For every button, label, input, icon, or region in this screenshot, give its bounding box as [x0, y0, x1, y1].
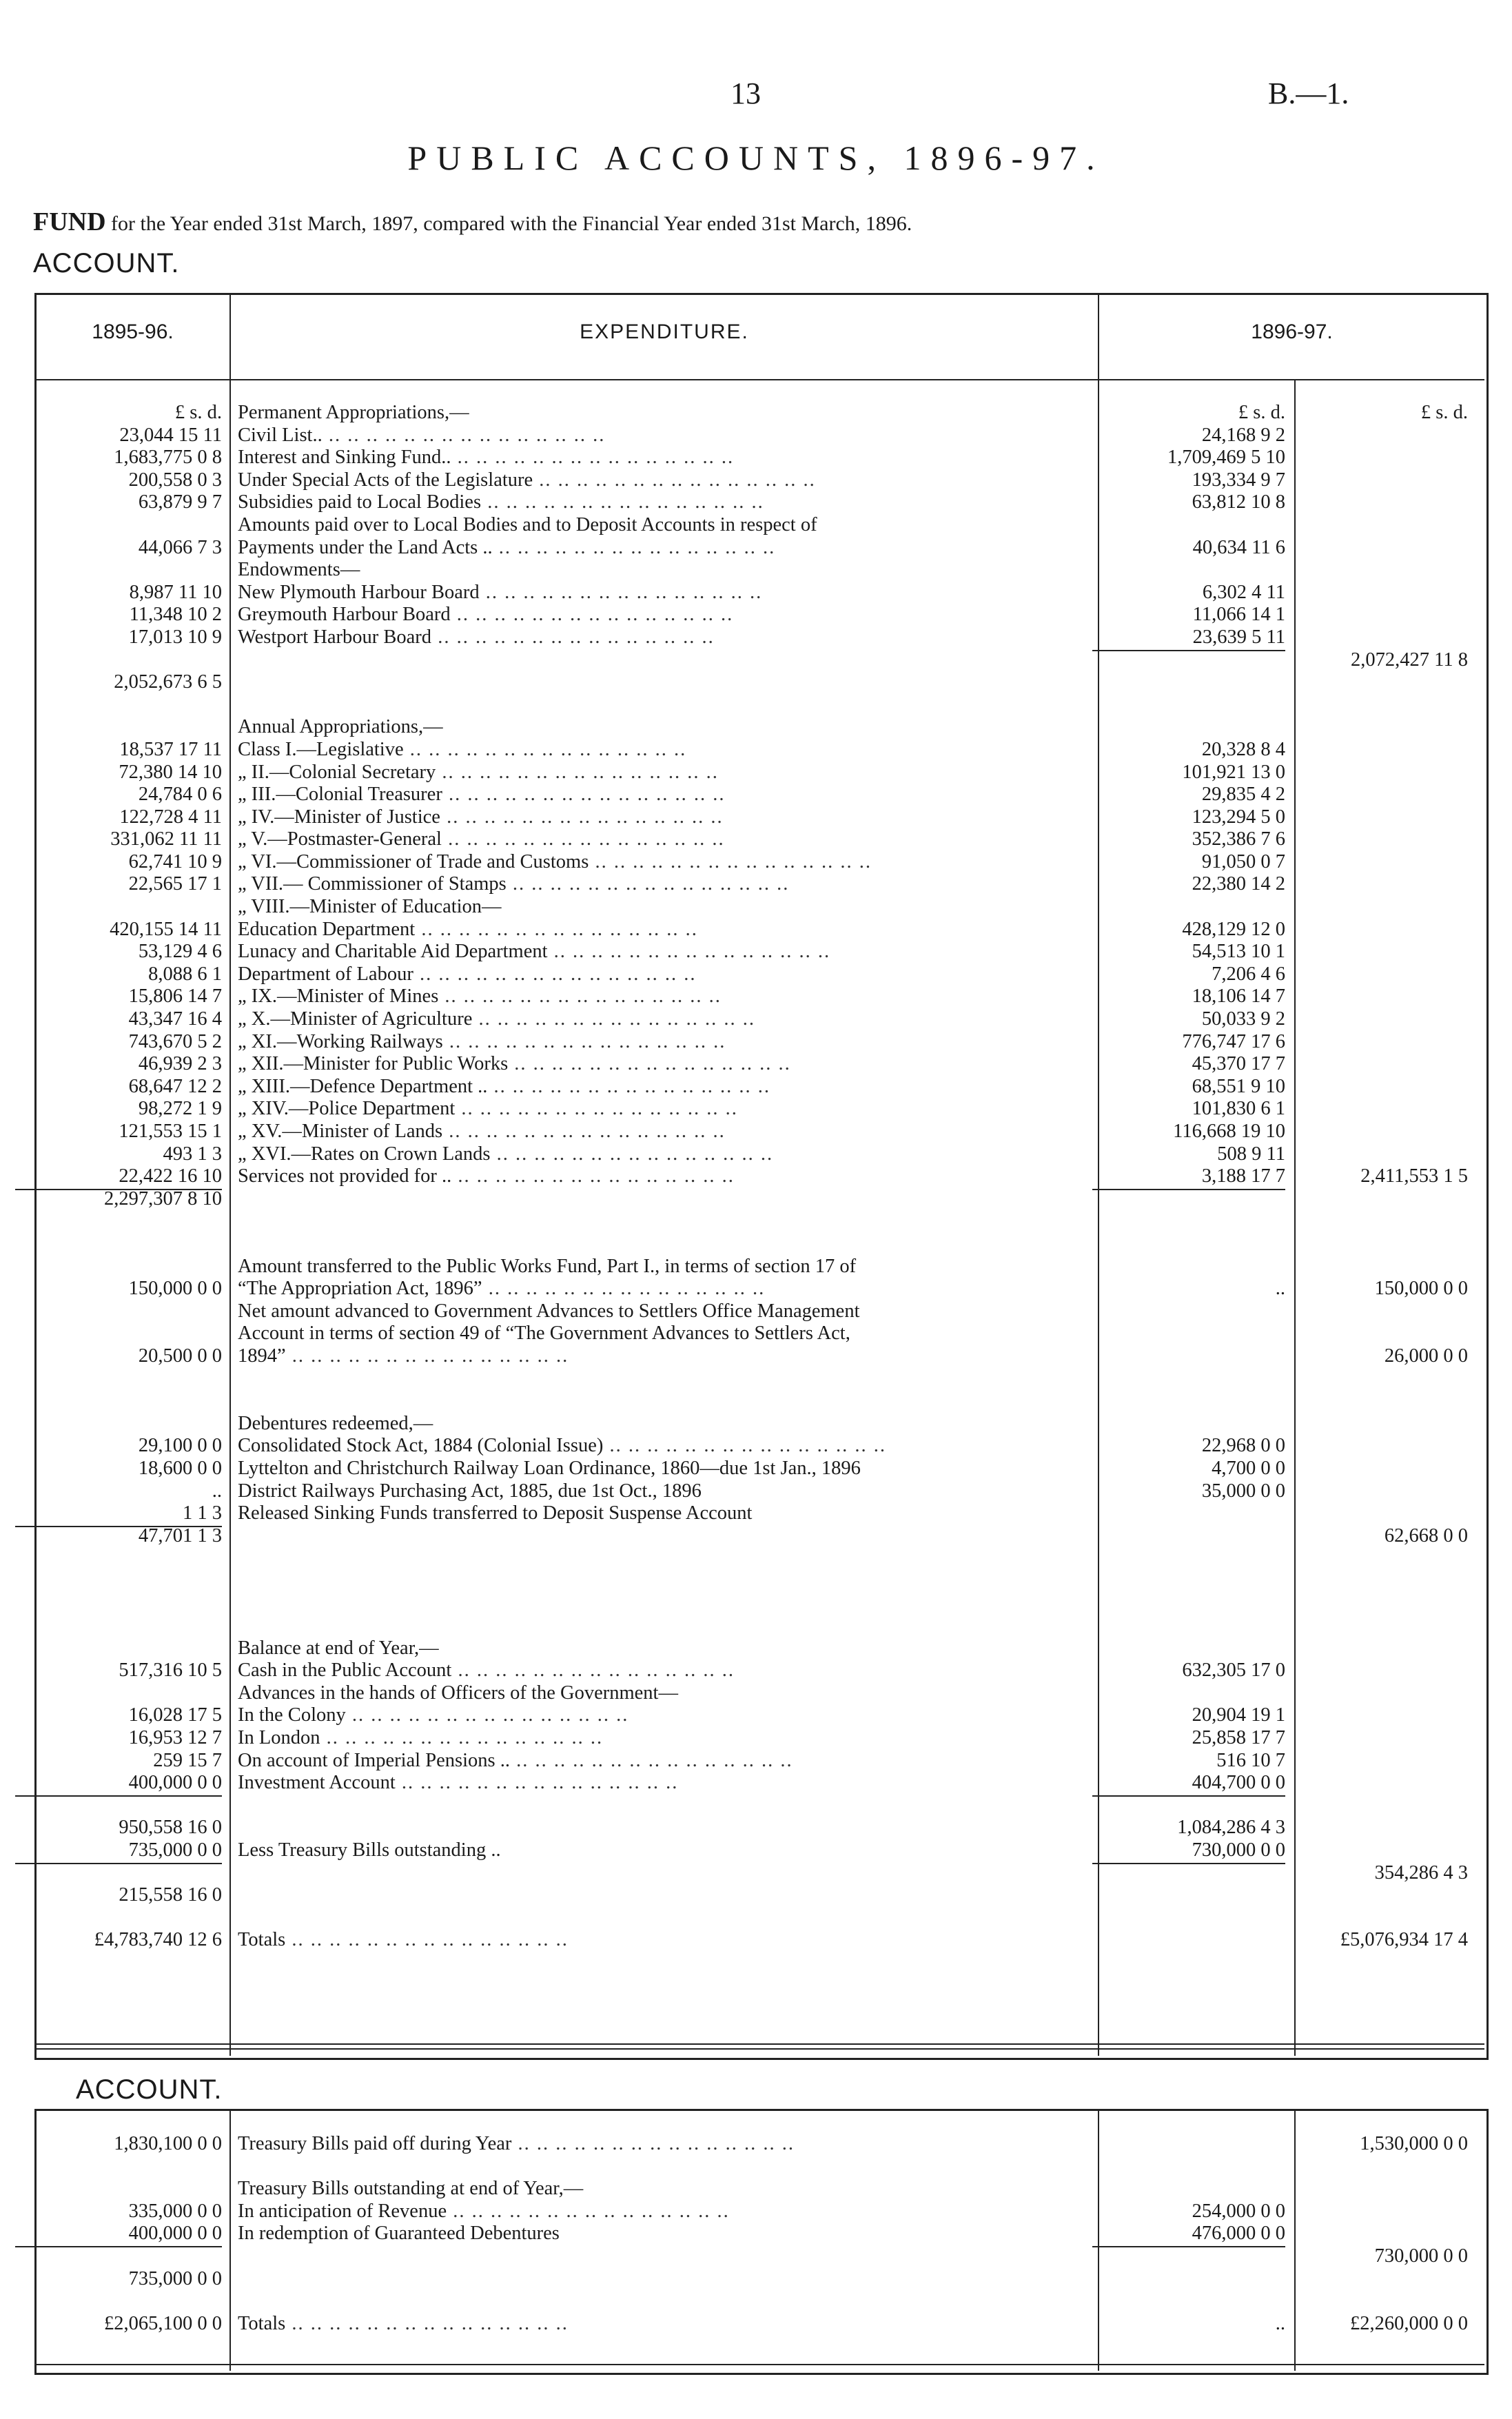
total-amount-1896-97: 2,411,553 1 5 — [1360, 1165, 1468, 1187]
row-description: Account in terms of section 49 of “The Government Advances to Settlers Act, — [238, 1323, 850, 1345]
total-amount-1896-97: 1,530,000 0 0 — [1360, 2133, 1468, 2154]
itemised-amount-1896-97: 508 9 11 — [1217, 1143, 1285, 1165]
table-row — [0, 1750, 1512, 1773]
itemised-amount-1896-97: 101,830 6 1 — [1192, 1098, 1285, 1120]
itemised-amount-1896-97: 7,206 4 6 — [1212, 963, 1285, 985]
itemised-amount-1896-97: 18,106 14 7 — [1192, 986, 1285, 1008]
amount-1895-96: 122,728 4 11 — [119, 806, 222, 828]
row-description: “The Appropriation Act, 1896” .. .. .. .. .. .. .. .. .. .. .. .. .. .. .. — [238, 1278, 766, 1300]
amount-1895-96: 20,500 0 0 — [138, 1345, 222, 1367]
table-row — [0, 1480, 1512, 1503]
total-amount-1896-97: 354,286 4 3 — [1374, 1861, 1468, 1884]
table-row — [0, 1413, 1512, 1436]
amount-1895-96: 950,558 16 0 — [119, 1817, 222, 1839]
amount-1895-96: 335,000 0 0 — [128, 2200, 222, 2222]
table-row — [0, 1817, 1512, 1839]
row-description: Westport Harbour Board .. .. .. .. .. .. .. .. .. .. .. .. .. .. .. — [238, 626, 715, 648]
row-description: „ XIV.—Police Department .. .. .. .. .. .. .. .. .. .. .. .. .. .. .. — [238, 1098, 738, 1120]
itemised-amount-1896-97: 428,129 12 0 — [1182, 918, 1285, 940]
table-row — [0, 1660, 1512, 1682]
amount-1895-96: 200,558 0 3 — [128, 469, 222, 491]
amount-1895-96: 400,000 0 0 — [15, 1772, 222, 1797]
table-row — [0, 1165, 1512, 1188]
amount-1895-96: 16,028 17 5 — [128, 1704, 222, 1726]
row-description: Payments under the Land Acts .. .. .. .. .. .. .. .. .. .. .. .. .. .. .. .. — [238, 536, 776, 558]
page-title: PUBLIC ACCOUNTS, 1896-97. — [407, 139, 1105, 177]
table-row — [0, 1525, 1512, 1548]
row-description: Investment Account .. .. .. .. .. .. .. .. .. .. .. .. .. .. .. — [238, 1772, 679, 1794]
table-row — [0, 2313, 1512, 2336]
table-row — [0, 941, 1512, 963]
amount-1895-96: 400,000 0 0 — [15, 2223, 222, 2247]
amount-1895-96: 259 15 7 — [153, 1749, 222, 1771]
itemised-amount-1896-97: .. — [1275, 2312, 1285, 2334]
table-row — [0, 1143, 1512, 1166]
treasury-bills-rows — [0, 2133, 1512, 2335]
fund-label: FUND — [33, 207, 106, 236]
table-row — [0, 1727, 1512, 1750]
table-row — [0, 694, 1512, 717]
table-row — [0, 1076, 1512, 1099]
amount-1895-96: 29,100 0 0 — [138, 1435, 222, 1457]
row-description: Treasury Bills outstanding at end of Year,— — [238, 2178, 584, 2200]
header-rule — [36, 379, 1484, 380]
row-description: Lunacy and Charitable Aid Department .. .. .. .. .. .. .. .. .. .. .. .. .. .. .. — [238, 941, 831, 963]
row-description: „ III.—Colonial Treasurer .. .. .. .. .. .. .. .. .. .. .. .. .. .. .. — [238, 784, 726, 806]
table-row — [0, 582, 1512, 604]
row-description: „ VI.—Commissioner of Trade and Customs .. .. .. .. .. .. .. .. .. .. .. .. .. .. .. — [238, 850, 872, 872]
itemised-amount-1896-97: 116,668 19 10 — [1173, 1121, 1285, 1142]
itemised-amount-1896-97: 101,921 13 0 — [1182, 761, 1285, 783]
row-description: Totals .. .. .. .. .. .. .. .. .. .. .. .. .. .. .. — [238, 2312, 569, 2334]
itemised-amount-1896-97: 25,858 17 7 — [1192, 1727, 1285, 1749]
itemised-amount-1896-97: 40,634 11 6 — [1192, 536, 1285, 558]
table-row — [0, 1121, 1512, 1143]
row-description: „ IX.—Minister of Mines .. .. .. .. .. .. .. .. .. .. .. .. .. .. .. — [238, 986, 722, 1008]
itemised-amount-1896-97: 1,709,469 5 10 — [1167, 447, 1285, 469]
row-description: Lyttelton and Christchurch Railway Loan Ordinance, 1860—due 1st Jan., 1896 — [238, 1457, 861, 1479]
amount-1895-96: 47,701 1 3 — [138, 1524, 222, 1547]
row-description: „ XII.—Minister for Public Works .. .. .. .. .. .. .. .. .. .. .. .. .. .. .. — [238, 1053, 791, 1075]
itemised-amount-1896-97: 24,168 9 2 — [1201, 424, 1285, 446]
table-row — [0, 1615, 1512, 1637]
amount-1895-96: 44,066 7 3 — [138, 536, 222, 558]
amount-1895-96: 8,987 11 10 — [129, 581, 222, 603]
row-description: Net amount advanced to Government Advances to Settlers Office Management — [238, 1300, 860, 1322]
itemised-amount-1896-97: 123,294 5 0 — [1192, 806, 1285, 828]
total-amount-1896-97: £ s. d. — [1420, 402, 1468, 423]
table-row — [0, 1008, 1512, 1031]
total-amount-1896-97: 150,000 0 0 — [1374, 1278, 1468, 1300]
amount-1895-96: .. — [212, 1480, 222, 1502]
row-description: Services not provided for .. .. .. .. .. .. .. .. .. .. .. .. .. .. .. .. — [238, 1165, 735, 1187]
account-heading-2: ACCOUNT. — [76, 2074, 223, 2105]
itemised-amount-1896-97: 352,386 7 6 — [1192, 828, 1285, 850]
amount-1895-96: 17,013 10 9 — [128, 626, 222, 648]
amount-1895-96: 2,297,307 8 10 — [104, 1187, 222, 1210]
table-row — [0, 851, 1512, 874]
table-row — [0, 1839, 1512, 1862]
table-row — [0, 2268, 1512, 2291]
row-description: Amounts paid over to Local Bodies and to Deposit Accounts in respect of — [238, 513, 817, 535]
amount-1895-96: 2,052,673 6 5 — [114, 671, 222, 693]
row-description: Permanent Appropriations,— — [238, 402, 469, 423]
itemised-amount-1896-97: 20,904 19 1 — [1192, 1704, 1285, 1726]
table-row — [0, 1256, 1512, 1278]
double-rule — [36, 2043, 1484, 2045]
amount-1895-96: 8,088 6 1 — [148, 963, 222, 985]
amount-1895-96: 743,670 5 2 — [128, 1030, 222, 1052]
table-row — [0, 2133, 1512, 2156]
table-row — [0, 784, 1512, 806]
itemised-amount-1896-97: £ s. d. — [1238, 402, 1285, 423]
table-row — [0, 1345, 1512, 1368]
table-row — [0, 1502, 1512, 1525]
column-header-1896-97: 1896-97. — [1251, 320, 1333, 343]
table-row — [0, 1570, 1512, 1593]
row-description: Annual Appropriations,— — [238, 716, 443, 738]
itemised-amount-1896-97: 63,812 10 8 — [1192, 491, 1285, 513]
total-amount-1896-97: 2,072,427 11 8 — [1351, 649, 1468, 671]
itemised-amount-1896-97: 11,066 14 1 — [1192, 604, 1285, 626]
table-row — [0, 402, 1512, 425]
double-rule — [36, 2364, 1484, 2365]
amount-1895-96: 331,062 11 11 — [110, 828, 222, 850]
amount-1895-96: 11,348 10 2 — [129, 604, 222, 626]
row-description: Department of Labour .. .. .. .. .. .. .. .. .. .. .. .. .. .. .. — [238, 963, 697, 985]
row-description: In the Colony .. .. .. .. .. .. .. .. .. .. .. .. .. .. .. — [238, 1704, 629, 1726]
row-description: „ XI.—Working Railways .. .. .. .. .. .. .. .. .. .. .. .. .. .. .. — [238, 1030, 726, 1052]
double-rule — [36, 2048, 1484, 2050]
itemised-amount-1896-97: 516 10 7 — [1216, 1749, 1285, 1771]
column-header-expenditure: EXPENDITURE. — [580, 320, 749, 343]
table-row — [0, 447, 1512, 469]
table-row — [0, 963, 1512, 986]
amount-1895-96: 735,000 0 0 — [15, 1839, 222, 1864]
amount-1895-96: 53,129 4 6 — [138, 941, 222, 963]
table-row — [0, 1031, 1512, 1054]
amount-1895-96: 121,553 15 1 — [119, 1121, 222, 1142]
amount-1895-96: 493 1 3 — [163, 1143, 222, 1165]
itemised-amount-1896-97: 22,380 14 2 — [1192, 873, 1285, 895]
itemised-amount-1896-97: 4,700 0 0 — [1212, 1457, 1285, 1479]
column-header-1895-96: 1895-96. — [92, 320, 174, 343]
table-row — [0, 2290, 1512, 2313]
row-description: Under Special Acts of the Legislature .. .. .. .. .. .. .. .. .. .. .. .. .. .. .. — [238, 469, 816, 491]
table-row — [0, 1210, 1512, 1233]
row-description: Interest and Sinking Fund.. .. .. .. .. .. .. .. .. .. .. .. .. .. .. .. — [238, 447, 735, 469]
amount-1895-96: 62,741 10 9 — [128, 850, 222, 872]
row-description: Treasury Bills paid off during Year .. .. .. .. .. .. .. .. .. .. .. .. .. .. .. — [238, 2133, 795, 2154]
fund-subtitle — [33, 207, 912, 237]
row-description: District Railways Purchasing Act, 1885, due 1st Oct., 1896 — [238, 1480, 702, 1502]
itemised-amount-1896-97: 50,033 9 2 — [1201, 1008, 1285, 1030]
total-amount-1896-97: £2,260,000 0 0 — [1350, 2312, 1468, 2334]
row-description: Consolidated Stock Act, 1884 (Colonial Issue) .. .. .. .. .. .. .. .. .. .. .. .. .. .. .. — [238, 1435, 886, 1457]
row-description: Education Department .. .. .. .. .. .. .. .. .. .. .. .. .. .. .. — [238, 918, 698, 940]
row-description: „ X.—Minister of Agriculture .. .. .. .. .. .. .. .. .. .. .. .. .. .. .. — [238, 1008, 755, 1030]
amount-1895-96: £ s. d. — [174, 402, 222, 423]
amount-1895-96: 46,939 2 3 — [138, 1053, 222, 1075]
table-row — [0, 1278, 1512, 1300]
amount-1895-96: 24,784 0 6 — [138, 784, 222, 806]
fund-description: for the Year ended 31st March, 1897, compared with the Financial Year ended 31st March, 1896. — [111, 212, 912, 235]
table-row — [0, 1547, 1512, 1570]
amount-1895-96: 15,806 14 7 — [128, 986, 222, 1008]
table-row — [0, 1862, 1512, 1885]
table-row — [0, 739, 1512, 762]
table-row — [0, 1368, 1512, 1391]
itemised-amount-1896-97: 254,000 0 0 — [1192, 2200, 1285, 2222]
amount-1895-96: 1,683,775 0 8 — [114, 447, 222, 469]
table-row — [0, 828, 1512, 851]
table-row — [0, 514, 1512, 537]
row-description: Less Treasury Bills outstanding .. — [238, 1839, 501, 1861]
row-description: In London .. .. .. .. .. .. .. .. .. .. .. .. .. .. .. — [238, 1727, 604, 1749]
table-row — [0, 1592, 1512, 1615]
table-row — [0, 2156, 1512, 2178]
row-description: In anticipation of Revenue .. .. .. .. .. .. .. .. .. .. .. .. .. .. .. — [238, 2200, 730, 2222]
row-description: Advances in the hands of Officers of the Government— — [238, 1682, 678, 1704]
itemised-amount-1896-97: 68,551 9 10 — [1192, 1075, 1285, 1097]
document-reference: B.—1. — [1268, 76, 1349, 110]
table-row — [0, 1323, 1512, 1345]
total-amount-1896-97: 62,668 0 0 — [1384, 1524, 1468, 1547]
amount-1895-96: £4,783,740 12 6 — [94, 1929, 222, 1951]
itemised-amount-1896-97: 29,835 4 2 — [1201, 784, 1285, 806]
row-description: „ VII.— Commissioner of Stamps .. .. .. .. .. .. .. .. .. .. .. .. .. .. .. — [238, 873, 790, 895]
row-description: „ IV.—Minister of Justice .. .. .. .. .. .. .. .. .. .. .. .. .. .. .. — [238, 806, 724, 828]
table-row — [0, 762, 1512, 784]
row-description: Class I.—Legislative .. .. .. .. .. .. .. .. .. .. .. .. .. .. .. — [238, 738, 687, 760]
amount-1895-96: 22,565 17 1 — [128, 873, 222, 895]
amount-1895-96: 23,044 15 11 — [119, 424, 222, 446]
table-row — [0, 1435, 1512, 1458]
table-row — [0, 1053, 1512, 1076]
amount-1895-96: 420,155 14 11 — [110, 918, 222, 940]
table-row — [0, 1704, 1512, 1727]
table-row — [0, 425, 1512, 447]
table-row — [0, 2223, 1512, 2245]
table-row — [0, 873, 1512, 896]
amount-1895-96: 18,600 0 0 — [138, 1457, 222, 1479]
itemised-amount-1896-97: 23,639 5 11 — [1092, 626, 1285, 651]
row-description: Amount transferred to the Public Works Fund, Part I., in terms of section 17 of — [238, 1255, 857, 1277]
page-number: 13 — [731, 76, 761, 110]
amount-1895-96: 735,000 0 0 — [128, 2267, 222, 2289]
table-row — [0, 469, 1512, 492]
itemised-amount-1896-97: 730,000 0 0 — [1092, 1839, 1285, 1864]
row-description: „ XV.—Minister of Lands .. .. .. .. .. .. .. .. .. .. .. .. .. .. .. — [238, 1121, 726, 1142]
amount-1895-96: 63,879 9 7 — [138, 491, 222, 513]
table-row — [0, 1637, 1512, 1660]
table-row — [0, 716, 1512, 739]
table-row — [0, 2245, 1512, 2268]
table-row — [0, 1682, 1512, 1705]
total-amount-1896-97: 730,000 0 0 — [1374, 2245, 1468, 2267]
itemised-amount-1896-97: 6,302 4 11 — [1202, 581, 1285, 603]
itemised-amount-1896-97: 3,188 17 7 — [1092, 1165, 1285, 1190]
row-description: Greymouth Harbour Board .. .. .. .. .. .. .. .. .. .. .. .. .. .. .. — [238, 604, 734, 626]
table-row — [0, 559, 1512, 582]
itemised-amount-1896-97: 193,334 9 7 — [1192, 469, 1285, 491]
itemised-amount-1896-97: 22,968 0 0 — [1201, 1435, 1285, 1457]
row-description: Civil List.. .. .. .. .. .. .. .. .. .. .. .. .. .. .. .. — [238, 424, 606, 446]
itemised-amount-1896-97: 404,700 0 0 — [1092, 1772, 1285, 1797]
itemised-amount-1896-97: 20,328 8 4 — [1201, 738, 1285, 760]
row-description: „ V.—Postmaster-General .. .. .. .. .. .. .. .. .. .. .. .. .. .. .. — [238, 828, 725, 850]
row-description: Debentures redeemed,— — [238, 1412, 433, 1434]
table-row — [0, 1772, 1512, 1795]
total-amount-1896-97: 26,000 0 0 — [1384, 1345, 1468, 1367]
table-row — [0, 986, 1512, 1008]
amount-1895-96: 215,558 16 0 — [119, 1884, 222, 1906]
row-description: „ VIII.—Minister of Education— — [238, 896, 502, 918]
row-description: Released Sinking Funds transferred to Deposit Suspense Account — [238, 1502, 753, 1524]
amount-1895-96: 150,000 0 0 — [128, 1278, 222, 1300]
itemised-amount-1896-97: 45,370 17 7 — [1192, 1053, 1285, 1075]
itemised-amount-1896-97: .. — [1275, 1278, 1285, 1300]
itemised-amount-1896-97: 476,000 0 0 — [1092, 2223, 1285, 2247]
row-description: „ II.—Colonial Secretary .. .. .. .. .. .. .. .. .. .. .. .. .. .. .. — [238, 761, 719, 783]
row-description: 1894” .. .. .. .. .. .. .. .. .. .. .. .. .. .. .. — [238, 1345, 569, 1367]
row-description: „ XVI.—Rates on Crown Lands .. .. .. .. .. .. .. .. .. .. .. .. .. .. .. — [238, 1143, 774, 1165]
row-description: Cash in the Public Account .. .. .. .. .. .. .. .. .. .. .. .. .. .. .. — [238, 1660, 735, 1682]
itemised-amount-1896-97: 776,747 17 6 — [1182, 1030, 1285, 1052]
row-description: On account of Imperial Pensions .. .. .. .. .. .. .. .. .. .. .. .. .. .. .. .. — [238, 1749, 793, 1771]
row-description: Subsidies paid to Local Bodies .. .. .. .. .. .. .. .. .. .. .. .. .. .. .. — [238, 491, 764, 513]
table-row — [0, 1884, 1512, 1907]
table-row — [0, 1907, 1512, 1930]
table-row — [0, 1929, 1512, 1952]
table-row — [0, 806, 1512, 829]
amount-1895-96: 72,380 14 10 — [119, 761, 222, 783]
table-row — [0, 491, 1512, 514]
table-row — [0, 626, 1512, 649]
table-row — [0, 1300, 1512, 1323]
amount-1895-96: 1 1 3 — [15, 1502, 222, 1527]
table-row — [0, 671, 1512, 694]
table-row — [0, 1458, 1512, 1480]
expenditure-rows — [0, 402, 1512, 1952]
amount-1895-96: 1,830,100 0 0 — [114, 2133, 222, 2154]
itemised-amount-1896-97: 632,305 17 0 — [1182, 1660, 1285, 1682]
itemised-amount-1896-97: 1,084,286 4 3 — [1177, 1817, 1285, 1839]
total-amount-1896-97: £5,076,934 17 4 — [1340, 1929, 1468, 1951]
account-heading: ACCOUNT. — [33, 248, 180, 278]
table-row — [0, 2178, 1512, 2201]
table-row — [0, 1390, 1512, 1413]
row-description: Totals .. .. .. .. .. .. .. .. .. .. .. .. .. .. .. — [238, 1929, 569, 1951]
table-row — [0, 649, 1512, 672]
itemised-amount-1896-97: 54,513 10 1 — [1192, 941, 1285, 963]
table-row — [0, 1188, 1512, 1211]
table-row — [0, 2201, 1512, 2223]
row-description: New Plymouth Harbour Board .. .. .. .. .. .. .. .. .. .. .. .. .. .. .. — [238, 581, 763, 603]
amount-1895-96: 16,953 12 7 — [128, 1727, 222, 1749]
amount-1895-96: 22,422 16 10 — [15, 1165, 222, 1190]
table-row — [0, 1233, 1512, 1256]
amount-1895-96: 517,316 10 5 — [119, 1660, 222, 1682]
table-row — [0, 896, 1512, 919]
table-row — [0, 1795, 1512, 1817]
row-description: „ XIII.—Defence Department .. .. .. .. .. .. .. .. .. .. .. .. .. .. .. .. — [238, 1075, 771, 1097]
row-description: Endowments— — [238, 559, 360, 581]
amount-1895-96: 18,537 17 11 — [119, 738, 222, 760]
table-row — [0, 1098, 1512, 1121]
row-description: In redemption of Guaranteed Debentures — [238, 2223, 560, 2245]
itemised-amount-1896-97: 91,050 0 7 — [1201, 850, 1285, 872]
amount-1895-96: 98,272 1 9 — [138, 1098, 222, 1120]
row-description: Balance at end of Year,— — [238, 1637, 439, 1659]
amount-1895-96: 43,347 16 4 — [128, 1008, 222, 1030]
table-row — [0, 604, 1512, 626]
amount-1895-96: £2,065,100 0 0 — [104, 2312, 222, 2334]
amount-1895-96: 68,647 12 2 — [128, 1075, 222, 1097]
itemised-amount-1896-97: 35,000 0 0 — [1201, 1480, 1285, 1502]
table-row — [0, 919, 1512, 941]
table-row — [0, 537, 1512, 560]
